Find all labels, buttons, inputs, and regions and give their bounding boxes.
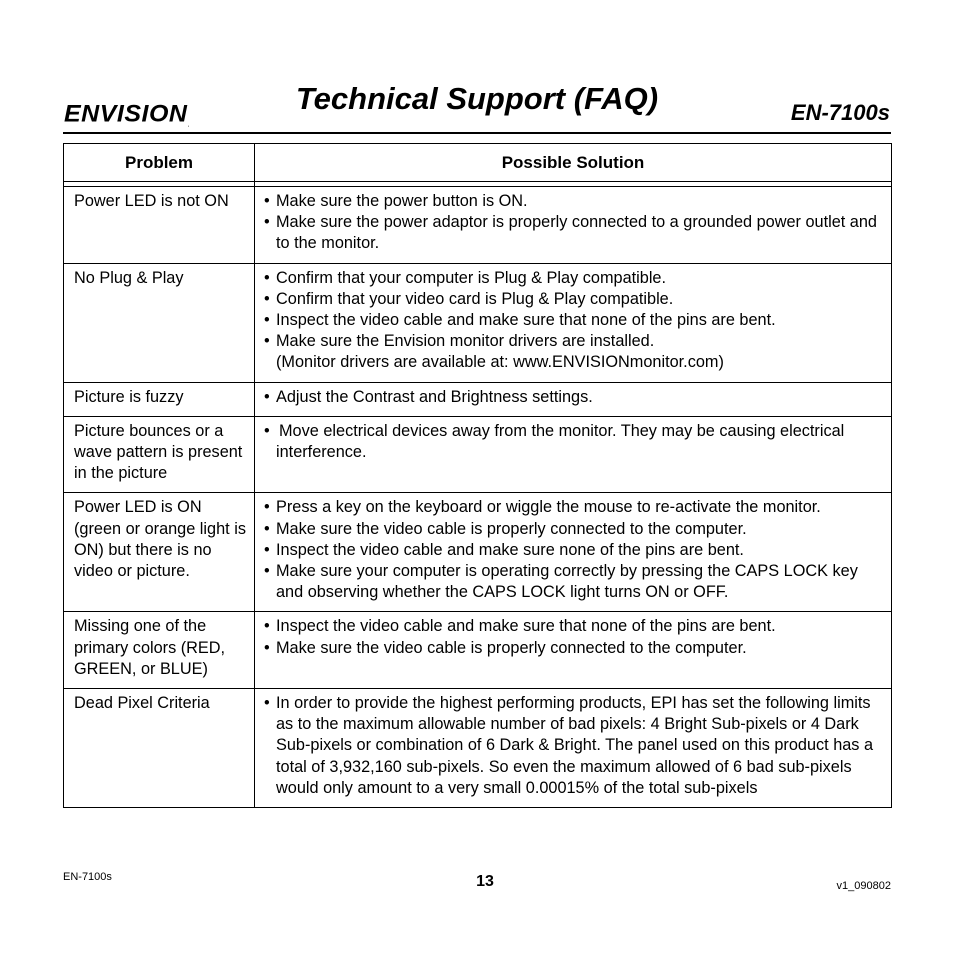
problem-cell: No Plug & Play <box>64 263 255 382</box>
solution-item <box>264 387 883 408</box>
solution-text: In order to provide the highest performing products, EPI has set the following limits as to the maximum allowable number of bad pixels: 4 Bright Sub-pixels or 4 Dark Sub-pixels or combination of 6 Dark & Bright. The panel used on this product has a total of 3,932,160 sub-pixels. So even the maximum allowed of 6 bad sub-pixels would only amount to a very small 0.00015% of the total sub-pixels <box>276 694 874 797</box>
solution-item <box>264 421 883 463</box>
table-row <box>64 612 892 689</box>
solution-text: Press a key on the keyboard or wiggle the mouse to re-activate the monitor. <box>276 498 821 517</box>
solution-list <box>264 421 883 463</box>
problem-cell: Picture bounces or a wave pattern is present in the picture <box>64 416 255 493</box>
solution-text: Make sure the power adaptor is properly connected to a grounded power outlet and to the monitor. <box>276 213 877 253</box>
problem-cell: Picture is fuzzy <box>64 382 255 416</box>
table-header-row <box>64 144 892 182</box>
solution-item <box>264 191 883 212</box>
table-row <box>64 263 892 382</box>
solution-list <box>264 387 883 408</box>
solution-item <box>264 540 883 561</box>
solution-list <box>264 268 883 374</box>
table-row <box>64 382 892 416</box>
header-rule <box>63 132 891 134</box>
faq-body <box>64 187 892 808</box>
model-name: EN-7100s <box>790 100 890 125</box>
solution-item <box>264 212 883 254</box>
solution-cell <box>255 187 892 264</box>
solution-text: Confirm that your video card is Plug & Play compatible. <box>276 289 674 308</box>
solution-item <box>264 638 883 659</box>
solution-note: (Monitor drivers are available at: www.ENVISIONmonitor.com) <box>276 353 724 372</box>
page-number: 13 <box>476 873 494 890</box>
solution-item <box>264 289 883 310</box>
table-row <box>64 416 892 493</box>
page-title: Technical Support (FAQ) <box>295 81 659 116</box>
solution-text: Make sure the Envision monitor drivers are installed. <box>276 332 655 351</box>
column-header-problem: Problem <box>64 144 255 182</box>
solution-list <box>264 497 883 603</box>
logo-text: ENVISION <box>64 100 188 128</box>
problem-cell: Missing one of the primary colors (RED, GREEN, or BLUE) <box>64 612 255 689</box>
solution-text: Adjust the Contrast and Brightness settings. <box>276 387 593 406</box>
solution-text: Make sure the video cable is properly connected to the computer. <box>276 519 747 538</box>
footer-model: EN-7100s <box>63 871 112 883</box>
solution-text: Make sure your computer is operating correctly by pressing the CAPS LOCK key and observing whether the CAPS LOCK light turns ON or OFF. <box>276 562 858 602</box>
column-header-solution: Possible Solution <box>255 144 892 182</box>
solution-text: Make sure the video cable is properly connected to the computer. <box>276 638 747 657</box>
solution-text: Move electrical devices away from the monitor. They may be causing electrical interference. <box>276 421 845 462</box>
solution-item <box>264 331 883 373</box>
solution-item <box>264 693 883 799</box>
solution-item <box>264 310 883 331</box>
solution-text: Make sure the power button is ON. <box>276 192 528 210</box>
problem-cell: Dead Pixel Criteria <box>64 689 255 808</box>
solution-item <box>264 616 883 637</box>
solution-item <box>264 561 883 603</box>
problem-cell: Power LED is ON (green or orange light is ON) but there is no video or picture. <box>64 493 255 612</box>
solution-cell <box>255 612 892 689</box>
solution-item <box>264 519 883 540</box>
solution-cell <box>255 689 892 808</box>
faq-table <box>63 143 892 808</box>
logo-mark: . <box>187 119 191 129</box>
problem-cell: Power LED is not ON <box>64 187 255 264</box>
table-row <box>64 493 892 612</box>
solution-item <box>264 497 883 518</box>
solution-list <box>264 191 883 255</box>
solution-cell <box>255 416 892 493</box>
solution-list <box>264 616 883 658</box>
footer-version: v1_090802 <box>836 880 891 892</box>
table-row <box>64 689 892 808</box>
solution-text: Inspect the video cable and make sure that none of the pins are bent. <box>276 311 776 330</box>
solution-list <box>264 693 883 799</box>
solution-text: Confirm that your computer is Plug & Play compatible. <box>276 268 667 287</box>
solution-item <box>264 268 883 289</box>
solution-text: Inspect the video cable and make sure that none of the pins are bent. <box>276 617 776 636</box>
table-row <box>64 187 892 264</box>
solution-text: Inspect the video cable and make sure none of the pins are bent. <box>276 540 744 559</box>
solution-cell <box>255 493 892 612</box>
solution-cell <box>255 382 892 416</box>
solution-cell <box>255 263 892 382</box>
